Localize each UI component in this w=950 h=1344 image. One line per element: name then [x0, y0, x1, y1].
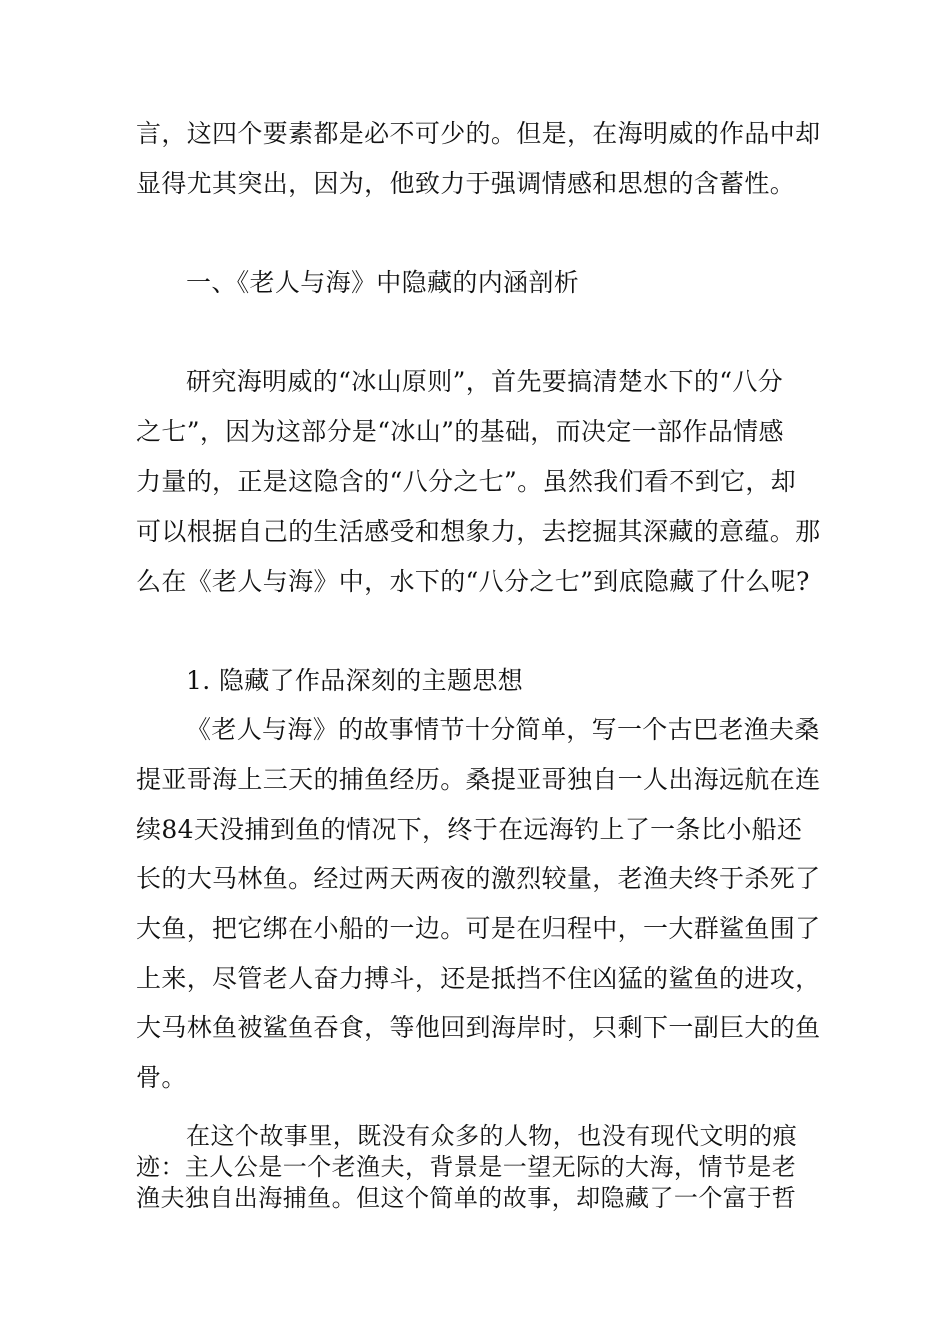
subheading: 1. 隐藏了作品深刻的主题思想: [186, 666, 524, 695]
text-line: 显得尤其突出，因为，他致力于强调情感和思想的含蓄性。: [136, 169, 796, 198]
section-heading: 一、《老人与海》中隐藏的内涵剖析: [186, 268, 580, 297]
text-line: 长的大马林鱼。经过两天两夜的激烈较量，老渔夫终于杀死了: [136, 864, 821, 893]
text-line: 言，这四个要素都是必不可少的。但是，在海明威的作品中却: [136, 119, 821, 148]
text-line: 续84天没捕到鱼的情况下，终于在远海钓上了一条比小船还: [136, 815, 803, 844]
text-line: 迹：主人公是一个老渔夫，背景是一望无际的大海，情节是老: [136, 1153, 797, 1181]
text-line: 渔夫独自出海捕鱼。但这个简单的故事，却隐藏了一个富于哲: [136, 1184, 797, 1212]
text-line: 骨。: [136, 1063, 187, 1092]
text-line: 可以根据自己的生活感受和想象力，去挖掘其深藏的意蕴。那: [136, 517, 821, 546]
text-line: 之七”，因为这部分是“冰山”的基础，而决定一部作品情感: [136, 417, 784, 446]
text-line: 《老人与海》的故事情节十分简单，写一个古巴老渔夫桑: [186, 715, 820, 744]
text-line: 力量的，正是这隐含的“八分之七”。虽然我们看不到它，却: [136, 467, 797, 496]
text-line: 大鱼，把它绑在小船的一边。可是在归程中，一大群鲨鱼围了: [136, 914, 821, 943]
text-line: 在这个故事里，既没有众多的人物，也没有现代文明的痕: [186, 1122, 798, 1150]
text-line: 研究海明威的“冰山原则”，首先要搞清楚水下的“八分: [186, 367, 784, 396]
text-line: 么在《老人与海》中，水下的“八分之七”到底隐藏了什么呢?: [136, 567, 810, 596]
text-line: 上来，尽管老人奋力搏斗，还是抵挡不住凶猛的鲨鱼的进攻，: [136, 964, 821, 993]
text-line: 提亚哥海上三天的捕鱼经历。桑提亚哥独自一人出海远航在连: [136, 765, 821, 794]
text-line: 大马林鱼被鲨鱼吞食，等他回到海岸时，只剩下一副巨大的鱼: [136, 1013, 821, 1042]
